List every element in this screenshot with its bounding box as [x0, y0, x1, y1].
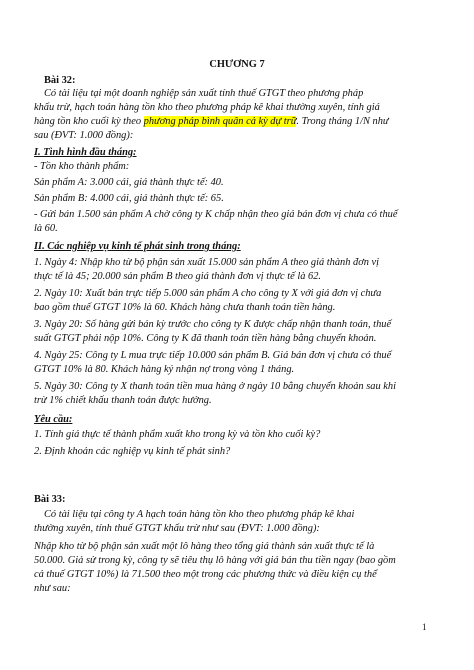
- requirements-heading: Yêu cầu:: [34, 414, 73, 425]
- ex32-intro-line-4: sau (ĐVT: 1.000 đồng):: [34, 130, 134, 141]
- item-4-line-1: 4. Ngày 25: Công ty L mua trực tiếp 10.000 sản phẩm B. Giá bán đơn vị chưa có thuế: [34, 350, 392, 361]
- s1-line-4: - Gửi bán 1.500 sản phẩm A chờ công ty K chấp nhận theo giá bán đơn vị chưa có thuế: [34, 209, 398, 220]
- ex33-line-5: cả thuế GTGT 10%) là 71.500 theo một trong các phương thức và điều kiện cụ thể: [34, 569, 377, 580]
- item-5-line-1: 5. Ngày 30: Công ty X thanh toán tiền mua hàng ở ngày 10 bằng chuyển khoản sau khi: [34, 381, 396, 392]
- requirement-2: 2. Định khoản các nghiệp vụ kinh tế phát sinh?: [34, 446, 231, 457]
- section-1-heading: I. Tình hình đầu tháng:: [34, 147, 137, 158]
- ex33-line-4: 50.000. Giả sử trong kỳ, công ty sẽ tiêu thụ lô hàng với giá bán thu tiền ngay (bao gồm: [34, 555, 396, 566]
- section-2-heading: II. Các nghiệp vụ kinh tế phát sinh trong tháng:: [34, 241, 241, 252]
- item-3-line-1: 3. Ngày 20: Số hàng gửi bán kỳ trước cho công ty K được chấp nhận thanh toán, thuế: [34, 319, 392, 330]
- chapter-heading: CHƯƠNG 7: [209, 59, 265, 70]
- page-number: 1: [422, 622, 427, 632]
- ex33-line-6: như sau:: [34, 583, 71, 594]
- ex32-intro-line-3: [34, 115, 440, 129]
- item-5-line-2: trừ 1% chiết khấu thanh toán được hưởng.: [34, 395, 212, 406]
- ex32-intro-line-3-a: hàng tồn kho cuối kỳ theo: [34, 116, 144, 127]
- exercise-32-title: Bài 32:: [44, 75, 76, 86]
- ex32-intro-line-3-b: . Trong tháng 1/N như: [296, 116, 389, 127]
- item-4-line-2: GTGT 10% là 80. Khách hàng ký nhận nợ trong vòng 1 tháng.: [34, 364, 295, 375]
- highlighted-method: phương pháp bình quân cả kỳ dự trữ: [143, 116, 297, 127]
- exercise-33-title: Bài 33:: [34, 494, 66, 505]
- s1-line-5: là 60.: [34, 223, 58, 234]
- ex32-intro-line-2: khấu trừ, hạch toán hàng tồn kho theo phương pháp kê khai thường xuyên, tính giá: [34, 102, 380, 113]
- ex32-intro-line-1: Có tài liệu tại một doanh nghiệp sản xuất tính thuế GTGT theo phương pháp: [44, 88, 364, 99]
- ex33-line-1: Có tài liệu tại công ty A hạch toán hàng tồn kho theo phương pháp kê khai: [44, 509, 355, 520]
- item-2-line-2: bao gồm thuế GTGT 10% là 60. Khách hàng chưa thanh toán tiền hàng.: [34, 302, 336, 313]
- ex33-line-3: Nhập kho từ bộ phận sản xuất một lô hàng theo tổng giá thành sản xuất thực tế là: [34, 541, 375, 552]
- ex33-line-2: thường xuyên, tính thuế GTGT khấu trừ như sau (ĐVT: 1.000 đồng):: [34, 523, 320, 534]
- s1-line-3: Sản phẩm B: 4.000 cái, giá thành thực tế: 65.: [34, 193, 224, 204]
- item-3-line-2: suất GTGT phải nộp 10%. Công ty K đã thanh toán tiền hàng bằng chuyển khoản.: [34, 333, 377, 344]
- item-2-line-1: 2. Ngày 10: Xuất bán trực tiếp 5.000 sản phẩm A cho công ty X với giá đơn vị chưa: [34, 288, 382, 299]
- item-1-line-1: 1. Ngày 4: Nhập kho từ bộ phận sản xuất 15.000 sản phẩm A theo giá thành đơn vị: [34, 257, 380, 268]
- s1-line-1: - Tồn kho thành phẩm:: [34, 161, 130, 172]
- requirement-1: 1. Tính giá thực tế thành phẩm xuất kho trong kỳ và tồn kho cuối kỳ?: [34, 429, 321, 440]
- item-1-line-2: thực tế là 45; 20.000 sản phẩm B theo giá thành đơn vị thực tế là 62.: [34, 271, 322, 282]
- s1-line-2: Sản phẩm A: 3.000 cái, giá thành thực tế: 40.: [34, 177, 224, 188]
